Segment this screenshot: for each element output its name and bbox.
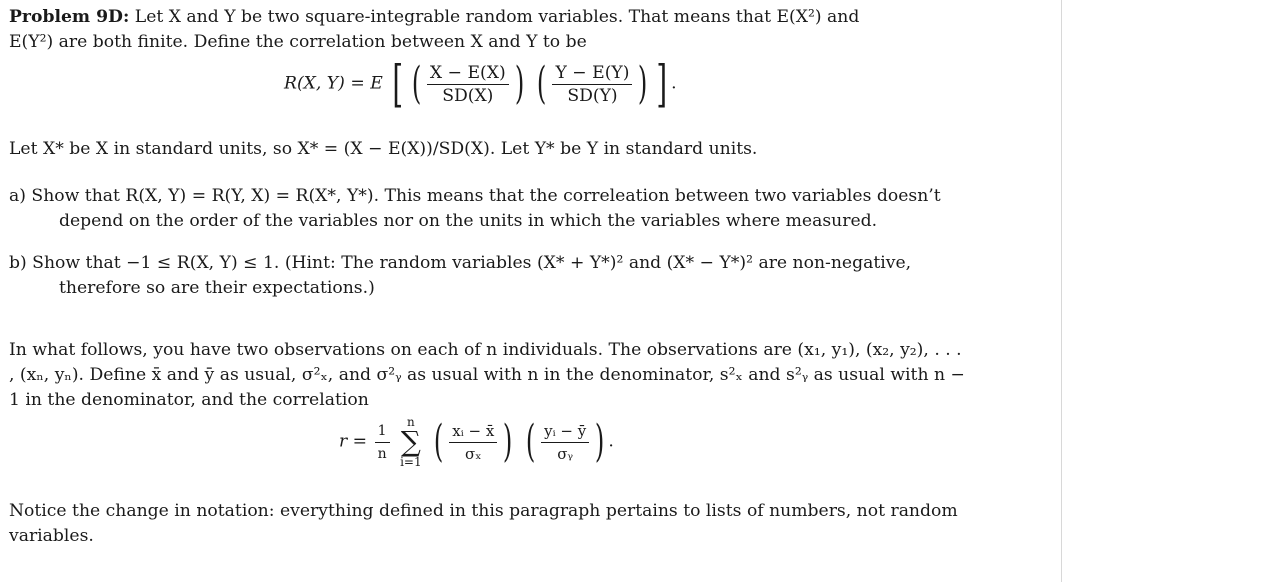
fraction-y-denominator: SD(Y) <box>567 85 618 106</box>
one-over-n-denominator: n <box>377 445 387 462</box>
sum-upper-limit: n <box>406 415 415 429</box>
problem-text <box>9 5 969 549</box>
one-over-n-numerator: 1 <box>375 421 390 443</box>
intro-line-1: Let X and Y be two square-integrable random variables. That means that E(X²) and <box>134 7 860 27</box>
sample-correlation-formula <box>9 415 969 495</box>
part-a: a) Show that R(X, Y) = R(Y, X) = R(X*, Y*). This means that the correleation between two variables doesn’t depend on the order of the variables nor on the units in which the variables where measured. <box>9 186 941 231</box>
part-b: b) Show that −1 ≤ R(X, Y) ≤ 1. (Hint: The random variables (X* + Y*)² and (X* − Y*)² are non-negative, therefore so are their expectations.) <box>9 253 912 298</box>
summation <box>400 415 422 469</box>
sigma-symbol: ∑ <box>400 425 421 458</box>
left-paren: ( <box>537 58 547 109</box>
sum-lower-limit: i=1 <box>400 455 422 469</box>
left-paren: ( <box>411 58 422 109</box>
fraction-y-numerator: Y − E(Y) <box>552 63 632 85</box>
one-over-n <box>375 421 390 464</box>
right-paren: ) <box>503 416 513 467</box>
notation-notice: Notice the change in notation: everything defined in this paragraph pertains to lists of numbers, not random variables. <box>9 501 958 546</box>
fraction-y <box>552 63 632 106</box>
fraction-xi-denominator: σₓ <box>464 444 482 463</box>
left-paren: ( <box>525 416 536 467</box>
left-bracket: [ <box>392 55 404 113</box>
definition-period: . <box>671 73 677 94</box>
right-paren: ) <box>514 58 524 109</box>
r-lhs: r = <box>339 431 368 452</box>
left-paren: ( <box>433 416 444 467</box>
formula-period: . <box>608 431 614 452</box>
fraction-x-numerator: X − E(X) <box>427 63 509 85</box>
intro-line-2: E(Y²) are both finite. Define the correlation between X and Y to be <box>9 32 587 52</box>
definition-lhs: R(X, Y) = E <box>284 73 383 94</box>
problem-heading: Problem 9D: <box>9 7 130 27</box>
correlation-definition <box>9 55 969 133</box>
sample-setup-paragraph: In what follows, you have two observations on each of n individuals. The observations are (x₁, y₁), (x₂, y₂), . . . , (xₙ, yₙ). Define x̄ and ȳ as usual, σ²ₓ, and σ²ᵧ as usual with n in the denominator, s²ₓ and s²ᵧ as usual with n − 1 in the denominator, and the correlation <box>9 340 965 410</box>
fraction-yi-denominator: σᵧ <box>557 444 574 463</box>
fraction-xi <box>449 421 497 464</box>
page-divider <box>1061 0 1062 582</box>
fraction-xi-numerator: xᵢ − x̄ <box>449 421 497 443</box>
intro-paragraph <box>9 5 969 55</box>
fraction-yi-numerator: yᵢ − ȳ <box>541 421 589 443</box>
fraction-x <box>427 63 509 106</box>
right-paren: ) <box>595 416 605 467</box>
right-paren: ) <box>638 58 648 109</box>
standard-units-sentence: Let X* be X in standard units, so X* = (X − E(X))/SD(X). Let Y* be Y in standard units. <box>9 139 758 159</box>
fraction-yi <box>541 421 589 464</box>
fraction-x-denominator: SD(X) <box>442 85 494 106</box>
right-bracket: ] <box>656 55 667 113</box>
